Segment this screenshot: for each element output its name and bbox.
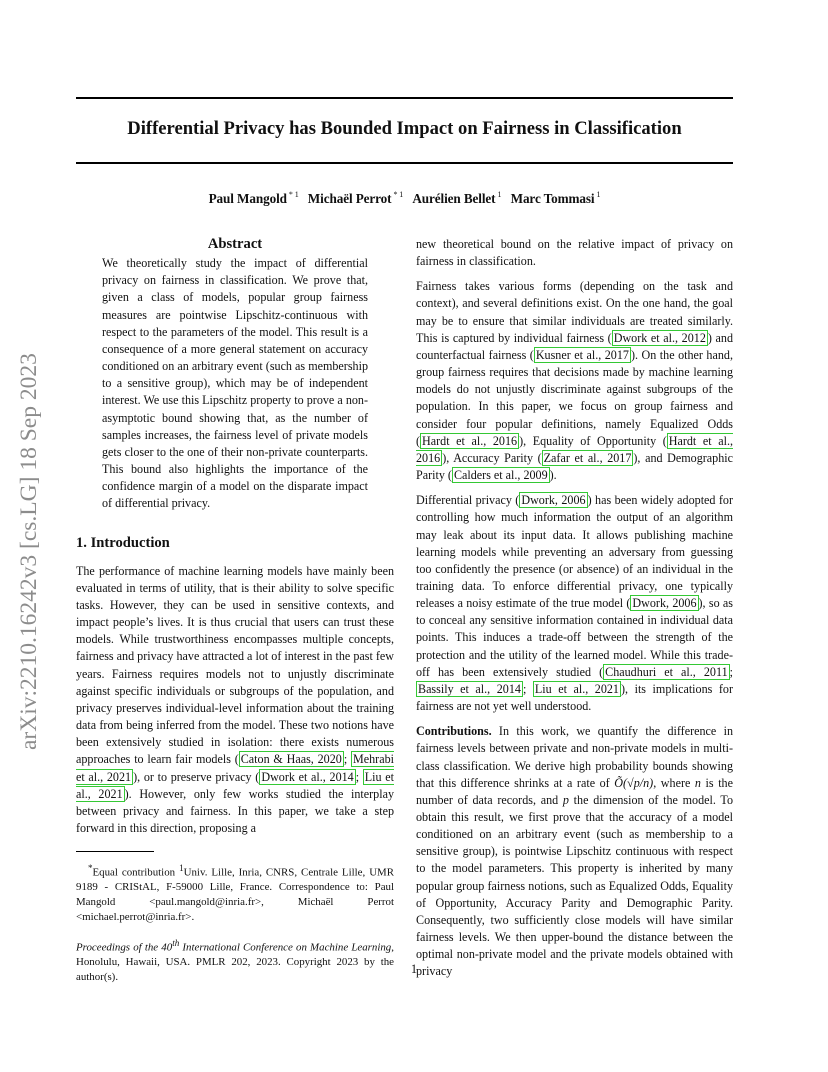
intro-paragraph-2: Fairness takes various forms (depending on the task and context), and several definitions exist. On the one hand, the goal may be to ensure that similar individuals are treated similarly. This is captured by individual fairness ( Dwork et al., 2012 ) and counterfactual fairness ( Kusner et al., 2017 ). On the other hand, group fairness requires that decisions made by machine learning models do not unjustly discriminate against subgroups of the population. In this paper, we focus on group fairness and consider four popular definitions, namely Equalized Odds ( Hardt et al., 2016 ), Equality of Opportunity ( Hardt et al., 2016 ), Accuracy Parity ( Zafar et al., 2017 ), and Demographic Parity ( Calders et al., 2009 ). (416, 279, 733, 483)
contributions-paragraph: Contributions. In this work, we quantify the difference in fairness levels between private and non-private models in multi-class classification. We derive high probability bounds showing that this difference shrinks at a rate of Õ(√p/n), where n is the number of data records, and p the dimension of the model. To obtain this result, we first prove that the accuracy of a model conditioned on an arbitrary event (such as membership to a sensitive group), is pointwise Lipschitz continuous with respect to the model parameters. This property is inherited by many popular group fairness notions, such as Equalized Odds, Equality of Opportunity, Accuracy Parity and Demographic Parity. Consequently, two sufficiently close models will have similar fairness levels. We then upper-bound the distance between the optimal non-private model and the private models obtained with privacy (416, 724, 733, 979)
citation-link[interactable]: Zafar et al., 2017 (543, 450, 632, 465)
top-rule (76, 97, 733, 99)
author-list (76, 190, 733, 207)
author-1: Paul Mangold $^{* 1}$ (208, 190, 299, 206)
citation-link[interactable]: Caton & Haas, 2020 (240, 752, 342, 767)
intro-paragraph-1: The performance of machine learning models have mainly been evaluated in terms of utility, that is their ability to solve specific tasks. However, they can be used in sensitive contexts, and impact people’s lives. It is thus crucial that users can trust these models. While trustworthiness encompasses multiple concepts, fairness and privacy have attracted a lot of interest in the past few years. Fairness requires models not to unjustly discriminate against specific individuals or subgroups of the population, and privacy preserves individual-level information about the training data from being inferred from the model. These two notions have been extensively studied in isolation: there exists numerous approaches to learn fair models ( Caton & Haas, 2020 ; Mehrabi et al., 2021 ), or to preserve privacy ( Dwork et al., 2014 ; Liu et al., 2021 ). However, only few works studied the interplay between privacy and fairness. In this paper, we take a step forward in this direction, proposing a (76, 563, 394, 835)
citation-link[interactable]: Dwork, 2006 (521, 493, 586, 508)
abstract-heading: Abstract (207, 236, 263, 252)
citation-link[interactable]: Liu et al., 2021 (76, 769, 394, 801)
section-heading-introduction: 1. Introduction (76, 534, 170, 551)
abstract-text: We theoretically study the impact of differential privacy on fairness in classification. We prove that, given a class of models, popular group fairness measures are pointwise Lipschitz-continuous with respect to the parameters of the model. This result is a consequence of a more general statement on accuracy conditioned on an arbitrary event (such as membership to a sensitive group), which may be of independent interest. We use this Lipschitz property to prove a non-asymptotic bound showing that, as the number of samples increases, the fairness level of private models gets closer to the one of their non-private counterparts. This bound also highlights the importance of the confidence margin of a model on the disparate impact of differential privacy. (102, 256, 368, 511)
arxiv-identifier-stamp: arXiv:2210.16242v3 [cs.LG] 18 Sep 2023 (16, 353, 42, 750)
author-2: Michaël Perrot $^{* 1}$ (307, 190, 404, 206)
author-2-marks: * 1 (393, 190, 404, 199)
citation-link[interactable]: Mehrabi et al., 2021 (76, 752, 394, 784)
intro-paragraph-1-continued: new theoretical bound on the relative impact of privacy on fairness in classification. (416, 237, 733, 269)
left-column (76, 236, 394, 985)
citation-link[interactable]: Calders et al., 2009 (453, 468, 548, 483)
affiliation-footnote: *Equal contribution $^1$Univ. Lille, Inria, CNRS, Centrale Lille, UMR 9189 - CRIStAL, F-59000 Lille, France. Correspondence to: Paul Mangold <paul.mangold@inria.fr>, Michaël Perrot <michael.perrot@inria.fr>. (76, 863, 395, 923)
citation-link[interactable]: Dwork et al., 2012 (613, 330, 706, 345)
page-number: 1 (410, 962, 418, 976)
footnote-rule (76, 851, 154, 852)
citation-link[interactable]: Hardt et al., 2016 (422, 433, 518, 448)
author-3: Aurélien Bellet $^1$ (412, 190, 502, 206)
author-3-marks: 1 (497, 190, 502, 199)
right-column (416, 236, 733, 981)
author-1-marks: * 1 (288, 190, 299, 199)
author-4-marks: 1 (596, 190, 601, 199)
rate-formula: Õ(√p/n) (614, 775, 654, 790)
proceedings-footnote: Proceedings of the 40th International Conference on Machine Learning, Honolulu, Hawaii, USA. PMLR 202, 2023. Copyright 2023 by the author(s). (76, 938, 394, 983)
citation-link[interactable]: Bassily et al., 2014 (418, 681, 521, 696)
citation-link[interactable]: Dwork, 2006 (632, 596, 697, 611)
contributions-lead: Contributions. (416, 724, 492, 739)
citation-link[interactable]: Liu et al., 2021 (534, 681, 619, 696)
citation-link[interactable]: Dwork et al., 2014 (261, 769, 354, 784)
author-4: Marc Tommasi $^1$ (510, 190, 601, 206)
paper-title: Differential Privacy has Bounded Impact on Fairness in Classification (127, 118, 682, 139)
intro-paragraph-3: Differential privacy ( Dwork, 2006 ) has been widely adopted for controlling how much information the output of an algorithm may leak about its input data. It allows publishing machine learning models while preventing an adversary from guessing too confidently the presence (or absence) of an individual in the training data. To enforce differential privacy, one typically releases a noisy estimate of the true model ( Dwork, 2006 ), so as to conceal any sensitive information contained in individual data points. This induces a trade-off between the strength of the protection and the utility of the learned model. While this trade-off has been extensively studied ( Chaudhuri et al., 2011 ; Bassily et al., 2014 ; Liu et al., 2021 ), its implications for fairness are not yet well understood. (416, 493, 733, 714)
title-bottom-rule (76, 162, 733, 164)
citation-link[interactable]: Kusner et al., 2017 (535, 347, 629, 362)
citation-link[interactable]: Hardt et al., 2016 (416, 433, 733, 465)
citation-link[interactable]: Chaudhuri et al., 2011 (605, 664, 728, 679)
